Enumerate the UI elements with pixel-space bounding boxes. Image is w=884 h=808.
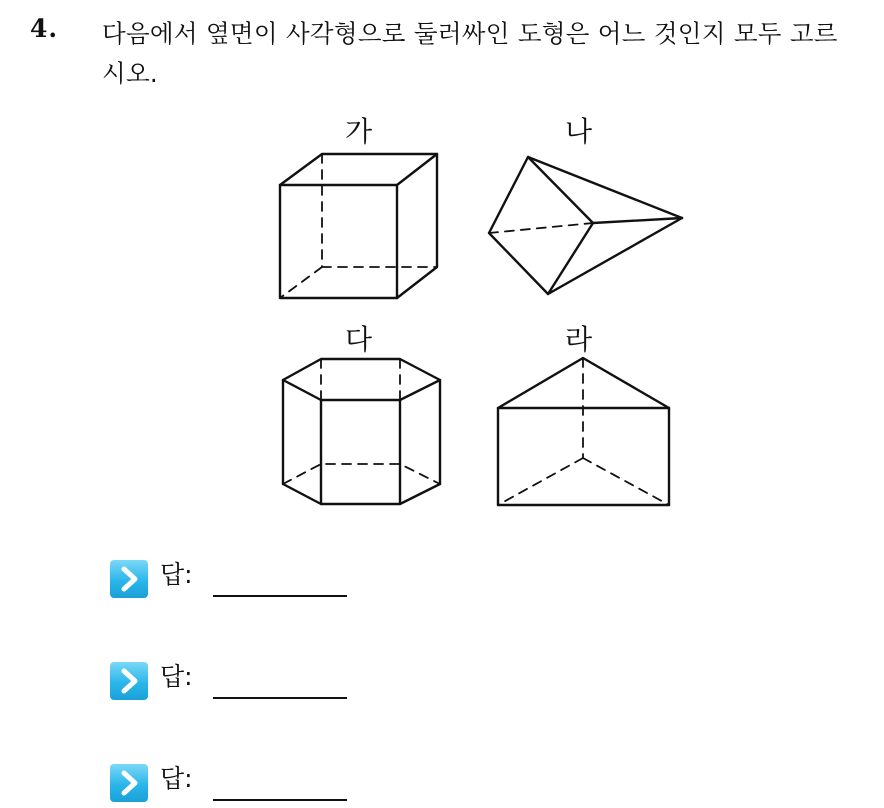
figure-label-ga: 가 — [345, 115, 373, 148]
chevron-right-icon — [110, 764, 148, 802]
triangular-prism-figure — [498, 358, 669, 505]
answer-blank-2[interactable] — [213, 697, 347, 699]
answer-blank-3[interactable] — [213, 799, 347, 801]
answer-row-1 — [110, 558, 370, 598]
answer-row-2 — [110, 660, 370, 700]
figure-label-da: 다 — [345, 323, 373, 356]
chevron-right-icon — [110, 560, 148, 598]
question-text: 다음에서 옆면이 사각형으로 둘러싸인 도형은 어느 것인지 모두 고르 시오. — [102, 19, 838, 88]
answer-label: 답: — [160, 662, 193, 691]
answer-row-3 — [110, 762, 370, 802]
answer-label: 답: — [160, 764, 193, 793]
cube-figure — [280, 154, 437, 298]
pyramid-figure — [489, 157, 682, 294]
answer-label: 답: — [160, 560, 193, 589]
figure-label-ra: 라 — [565, 323, 593, 356]
chevron-right-icon — [110, 662, 148, 700]
figure-label-na: 나 — [565, 115, 593, 148]
question-number: 4. — [30, 14, 59, 43]
hexagonal-prism-figure — [283, 359, 440, 504]
answer-blank-1[interactable] — [213, 595, 347, 597]
